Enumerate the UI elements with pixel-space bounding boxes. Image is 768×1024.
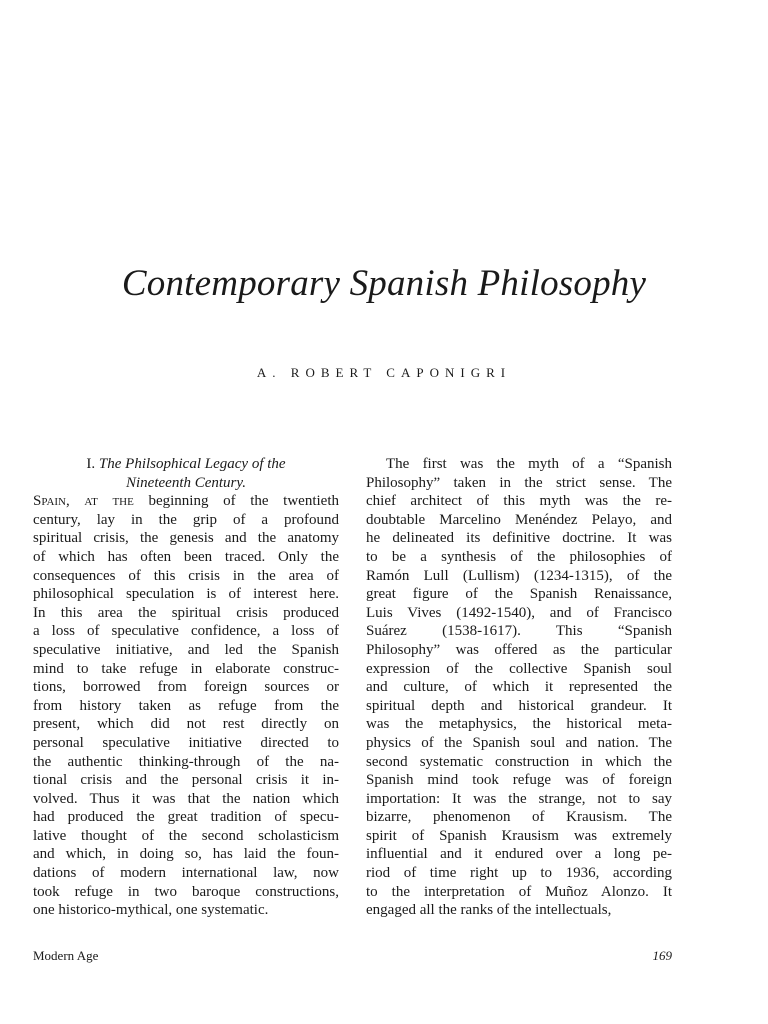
text-line: to be a synthesis of the philosophies of xyxy=(366,548,672,565)
text-line: took refuge in two baroque constructions, xyxy=(33,883,339,900)
text-line: dations of modern international law, now xyxy=(33,865,339,882)
text-line: speculative initiative, and led the Spanish xyxy=(33,641,339,658)
section-heading-line2: Nineteenth Century. xyxy=(126,474,246,491)
article-title: Contemporary Spanish Philosophy xyxy=(121,263,647,304)
section-heading xyxy=(33,455,339,474)
text-line: doubtable Marcelino Menéndez Pelayo, and xyxy=(366,511,672,528)
section-heading-line1: The Philsophical Legacy of the xyxy=(98,456,286,472)
text-line: expression of the collective Spanish soul xyxy=(366,660,672,677)
text-line: chief architect of this myth was the re- xyxy=(366,493,672,510)
section-heading-continued xyxy=(33,474,339,493)
opening-smallcaps: Spain, at the xyxy=(33,493,134,510)
paragraph-first-line xyxy=(33,492,339,511)
text-line: and which, in doing so, has laid the foun- xyxy=(33,846,339,863)
text-line: Ramón Lull (Lullism) (1234-1315), of the xyxy=(366,567,672,584)
article-author: A. ROBERT CAPONIGRI xyxy=(256,365,512,380)
journal-name: Modern Age xyxy=(33,948,99,963)
text-line: Philosophy” was offered as the particular xyxy=(366,641,672,658)
text-line: spiritual depth and historical grandeur. It xyxy=(366,697,672,714)
left-column-body xyxy=(33,511,339,920)
text-line: of which has often been traced. Only the xyxy=(33,548,339,565)
text-line: present, which did not rest directly on xyxy=(33,716,339,733)
text-line: one historico-mythical, one systematic. xyxy=(33,902,269,919)
text-line: Spanish mind took refuge was of foreign xyxy=(366,772,672,789)
text-line: spiritual crisis, the genesis and the anatomy xyxy=(33,530,339,547)
left-column xyxy=(33,455,339,920)
text-line: volved. Thus it was that the nation which xyxy=(33,790,339,807)
text-line: spirit of Spanish Krausism was extremely xyxy=(366,827,672,844)
text-line: philosophical speculation is of interest here. xyxy=(33,586,339,603)
text-line: had produced the great tradition of specu- xyxy=(33,809,339,826)
page-number: 169 xyxy=(652,948,672,963)
text-line: riod of time right up to 1936, according xyxy=(366,865,672,882)
text-line: mind to take refuge in elaborate construc- xyxy=(33,660,339,677)
text-line: The first was the myth of a “Spanish xyxy=(386,456,672,472)
text-line: bizarre, phenomenon of Krausism. The xyxy=(366,809,672,826)
opening-rest: beginning of the twentieth xyxy=(133,493,339,510)
text-line: influential and it endured over a long pe- xyxy=(366,846,672,863)
text-line: engaged all the ranks of the intellectuals, xyxy=(366,902,612,919)
text-line: tions, borrowed from foreign sources or xyxy=(33,679,339,696)
text-line: importation: It was the strange, not to say xyxy=(366,790,672,807)
text-line: second systematic construction in which the xyxy=(366,753,672,770)
text-line: was the metaphysics, the historical meta- xyxy=(366,716,672,733)
text-line: he delineated its definitive doctrine. It was xyxy=(366,530,672,547)
text-line: consequences of this crisis in the area of xyxy=(33,567,339,584)
text-line: century, lay in the grip of a profound xyxy=(33,511,339,528)
text-line: from history taken as refuge from the xyxy=(33,697,339,714)
text-line: the authentic thinking-through of the na- xyxy=(33,753,339,770)
right-column xyxy=(366,455,672,920)
text-line: Suárez (1538-1617). This “Spanish xyxy=(366,623,672,640)
text-line: a loss of speculative confidence, a loss of xyxy=(33,623,339,640)
section-number: I. xyxy=(86,456,96,472)
text-line: personal speculative initiative directed to xyxy=(33,734,339,751)
text-line: lative thought of the second scholasticism xyxy=(33,827,339,844)
text-line: to the interpretation of Muñoz Alonzo. It xyxy=(366,883,672,900)
text-line: In this area the spiritual crisis produced xyxy=(33,604,339,621)
text-line: great figure of the Spanish Renaissance, xyxy=(366,586,672,603)
text-line: tional crisis and the personal crisis it in- xyxy=(33,772,339,789)
text-line: physics of the Spanish soul and nation. The xyxy=(366,734,672,751)
right-column-body xyxy=(366,455,672,920)
text-line: Philosophy” taken in the strict sense. The xyxy=(366,474,672,491)
text-line: and culture, of which it represented the xyxy=(366,679,672,696)
text-line: Luis Vives (1492-1540), and of Francisco xyxy=(366,604,672,621)
